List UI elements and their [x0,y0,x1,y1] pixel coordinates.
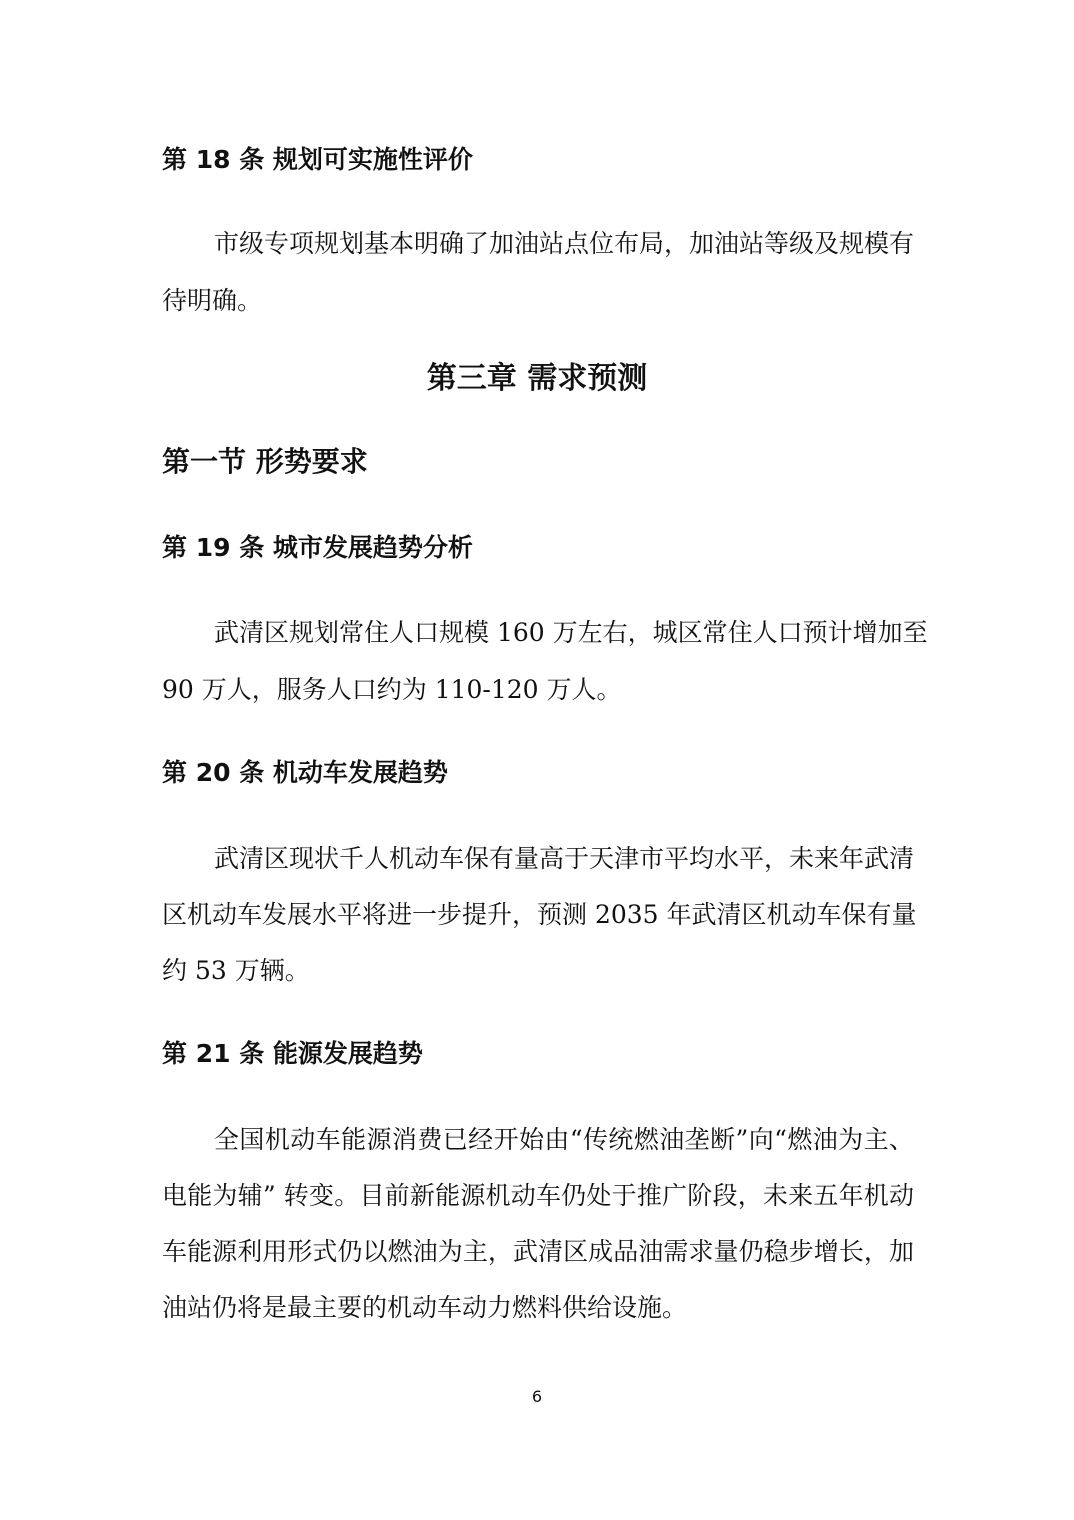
article-20-line-3: 约 53 万辆。 [162,956,310,985]
article-18-heading: 第 18 条 规划可实施性评价 [162,145,473,174]
article-20-line-2: 区机动车发展水平将进一步提升，预测 2035 年武清区机动车保有量 [162,900,917,929]
article-18-line-1: 市级专项规划基本明确了加油站点位布局，加油站等级及规模有 [214,229,915,258]
article-20-line-1: 武清区现状千人机动车保有量高于天津市平均水平，未来年武清 [214,844,915,873]
chapter-3-heading: 第三章 需求预测 [426,361,648,396]
article-21-line-4: 油站仍将是最主要的机动车动力燃料供给设施。 [162,1293,688,1322]
article-21-line-3: 车能源利用形式仍以燃油为主，武清区成品油需求量仍稳步增长，加 [162,1237,914,1266]
section-1-heading: 第一节 形势要求 [162,445,368,478]
article-18-line-2: 待明确。 [162,286,263,315]
article-21-line-2: 电能为辅” 转变。目前新能源机动车仍处于推广阶段，未来五年机动 [162,1181,914,1210]
article-21-heading: 第 21 条 能源发展趋势 [162,1039,423,1068]
article-19-heading: 第 19 条 城市发展趋势分析 [162,533,473,562]
article-19-line-1: 武清区规划常住人口规模 160 万左右，城区常住人口预计增加至 [214,618,928,647]
page-number: 6 [531,1387,543,1406]
article-21-line-1: 全国机动车能源消费已经开始由“传统燃油垄断”向“燃油为主、 [214,1125,914,1154]
article-20-heading: 第 20 条 机动车发展趋势 [162,758,448,787]
article-19-line-2: 90 万人，服务人口约为 110-120 万人。 [162,675,622,704]
